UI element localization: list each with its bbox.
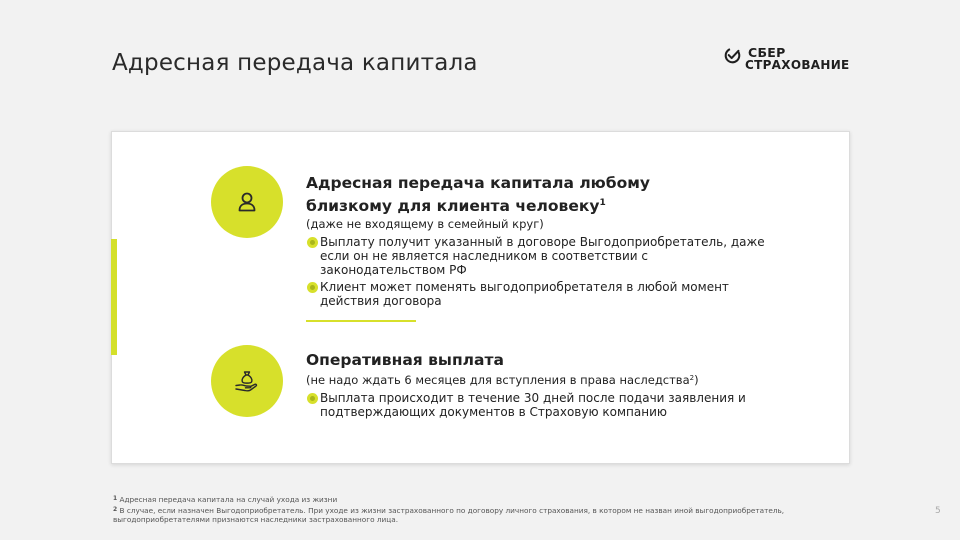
accent-bar — [111, 239, 117, 355]
section1-text — [306, 173, 776, 311]
section1-icon-circle — [211, 166, 283, 238]
sber-logo — [724, 46, 850, 72]
sber-check-icon — [724, 47, 741, 64]
money-bag-hand-icon — [233, 367, 261, 395]
section2-subtitle — [306, 370, 776, 388]
logo-line1: СБЕР — [748, 45, 786, 60]
footnote — [113, 494, 833, 505]
footnote — [113, 505, 833, 525]
section2-text — [306, 350, 776, 422]
bullet-dot-icon — [307, 237, 318, 248]
bullet-item — [306, 235, 776, 277]
section-divider — [306, 320, 416, 322]
page-number: 5 — [935, 506, 941, 516]
logo-text — [745, 46, 850, 72]
section1-subtitle: (даже не входящему в семейный круг) — [306, 217, 544, 231]
footnote-text: В случае, если назначен Выгодоприобретатель. При уходе из жизни застрахованного по договору личного страхования, в котором не назван иной выгодоприобретатель, выгодоприобретателями признаются наследники застрахованного лица. — [113, 505, 785, 524]
section1-heading-line1: Адресная передача капитала любому — [306, 174, 650, 192]
section1-heading — [306, 173, 776, 216]
bullet-item — [306, 391, 776, 419]
bullet-item — [306, 280, 776, 308]
footnote-num: 2 — [113, 505, 118, 513]
bullet-text: Выплата происходит в течение 30 дней после подачи заявления и подтверждающих документов в Страховую компанию — [320, 391, 746, 419]
section2-subtitle-sup: 2 — [689, 374, 695, 382]
bullet-text: Клиент может поменять выгодоприобретателя в любой момент действия договора — [320, 280, 729, 308]
bullet-dot-icon — [307, 282, 318, 293]
footnote-num: 1 — [113, 495, 118, 502]
footnote-text: Адресная передача капитала на случай ухода из жизни — [119, 495, 338, 504]
bullet-dot-icon — [307, 393, 318, 404]
section2-subtitle-end: ) — [694, 373, 699, 387]
section2-heading: Оперативная выплата — [306, 351, 504, 369]
logo-line2: СТРАХОВАНИЕ — [745, 58, 850, 72]
slide-title: Адресная передача капитала — [112, 50, 478, 76]
footnotes — [113, 494, 833, 525]
bullet-text: Выплату получит указанный в договоре Выгодоприобретатель, даже если он не является наследником в соответствии с законодательством РФ — [320, 235, 765, 277]
person-icon — [233, 188, 261, 216]
section2-icon-circle — [211, 345, 283, 417]
section1-heading-sup: 1 — [599, 198, 606, 208]
section2-subtitle-text: (не надо ждать 6 месяцев для вступления в права наследства — [306, 373, 690, 387]
section1-heading-line2: близкому для клиента человеку — [306, 197, 600, 215]
